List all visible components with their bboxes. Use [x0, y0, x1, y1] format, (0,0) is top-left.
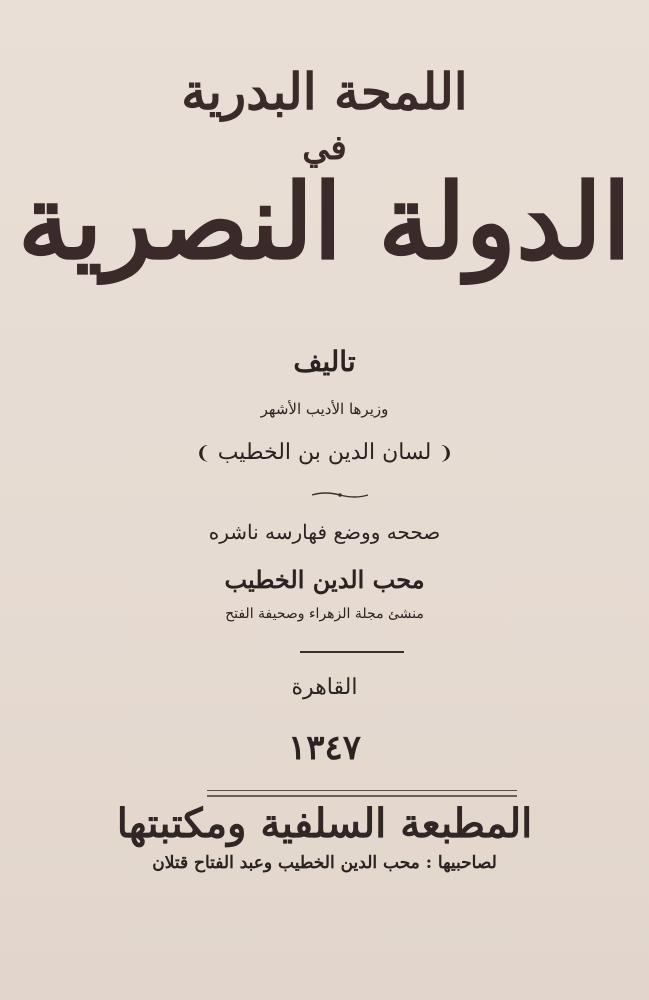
- editor-intro: صححه ووضع فهارسه ناشره: [208, 520, 441, 544]
- title-line-2: في: [302, 128, 347, 168]
- bracket-close-ornament: ❩: [195, 443, 211, 464]
- author-descriptor: وزيرها الأديب الأشهر: [260, 400, 389, 418]
- author-name: [0, 440, 649, 465]
- title-line-1: اللمحة البدرية: [181, 62, 468, 121]
- editor-description: منشئ مجلة الزهراء وصحيفة الفتح: [225, 606, 424, 622]
- press-owners: لصاحبيها : محب الدين الخطيب وعبد الفتاح قتلان: [152, 853, 497, 873]
- title-line-3: الدولة النصرية: [17, 160, 632, 283]
- bracket-open-ornament: ❨: [438, 443, 454, 464]
- divider-line: [300, 651, 404, 653]
- press-top-rule-double: [207, 795, 517, 797]
- city: القاهرة: [291, 675, 358, 700]
- year: ١٣٤٧: [287, 728, 362, 768]
- editor-name: محب الدين الخطيب: [224, 565, 425, 594]
- press-top-rule: [207, 790, 517, 791]
- press-name: المطبعة السلفية ومكتبتها: [116, 800, 533, 847]
- divider-ornament: [310, 490, 370, 500]
- author-label: تاليف: [293, 345, 356, 378]
- author-name-text: لسان الدين بن الخطيب: [217, 440, 432, 465]
